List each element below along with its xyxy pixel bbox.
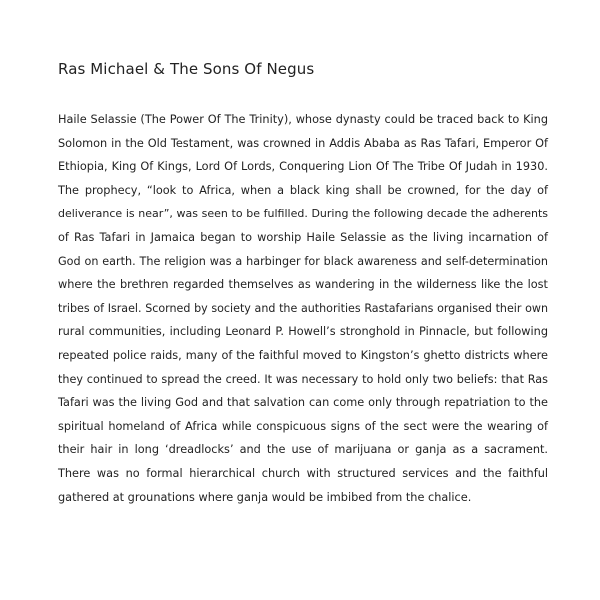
paragraph-line: spiritual homeland of Africa while conspicuous signs of the sect were the wearing of	[58, 419, 548, 433]
paragraph-line: God on earth. The religion was a harbinger for black awareness and self-determination	[58, 254, 548, 268]
paragraph-line: deliverance is near”, was seen to be fulfilled. During the following decade the adherents	[58, 207, 548, 221]
paragraph-line: where the brethren regarded themselves as wandering in the wilderness like the lost	[58, 278, 548, 292]
paragraph-line: rural communities, including Leonard P. Howell’s stronghold in Pinnacle, but following	[58, 325, 548, 339]
paragraph-line: Tafari was the living God and that salvation can come only through repatriation to the	[58, 396, 548, 410]
paragraph-line: they continued to spread the creed. It was necessary to hold only two beliefs: that Ras	[58, 372, 548, 386]
document-title: Ras Michael & The Sons Of Negus	[58, 60, 315, 78]
paragraph-line: repeated police raids, many of the faithful moved to Kingston’s ghetto districts where	[58, 348, 548, 362]
paragraph-line: Ethiopia, King Of Kings, Lord Of Lords, Conquering Lion Of The Tribe Of Judah in 1930.	[58, 160, 548, 174]
paragraph-line: Solomon in the Old Testament, was crowned in Addis Ababa as Ras Tafari, Emperor Of	[58, 136, 548, 150]
paragraph-line: The prophecy, “look to Africa, when a black king shall be crowned, for the day of	[58, 183, 548, 197]
body-paragraph	[58, 108, 548, 509]
paragraph-line: There was no formal hierarchical church with structured services and the faithful	[58, 466, 548, 480]
paragraph-line: gathered at grounations where ganja would be imbibed from the chalice.	[58, 490, 472, 504]
paragraph-line: tribes of Israel. Scorned by society and the authorities Rastafarians organised their own	[58, 301, 548, 315]
paragraph-line: Haile Selassie (The Power Of The Trinity), whose dynasty could be traced back to King	[58, 113, 548, 126]
paragraph-line: of Ras Tafari in Jamaica began to worship Haile Selassie as the living incarnation of	[58, 230, 548, 244]
paragraph-line: their hair in long ‘dreadlocks’ and the use of marijuana or ganja as a sacrament.	[58, 443, 548, 457]
